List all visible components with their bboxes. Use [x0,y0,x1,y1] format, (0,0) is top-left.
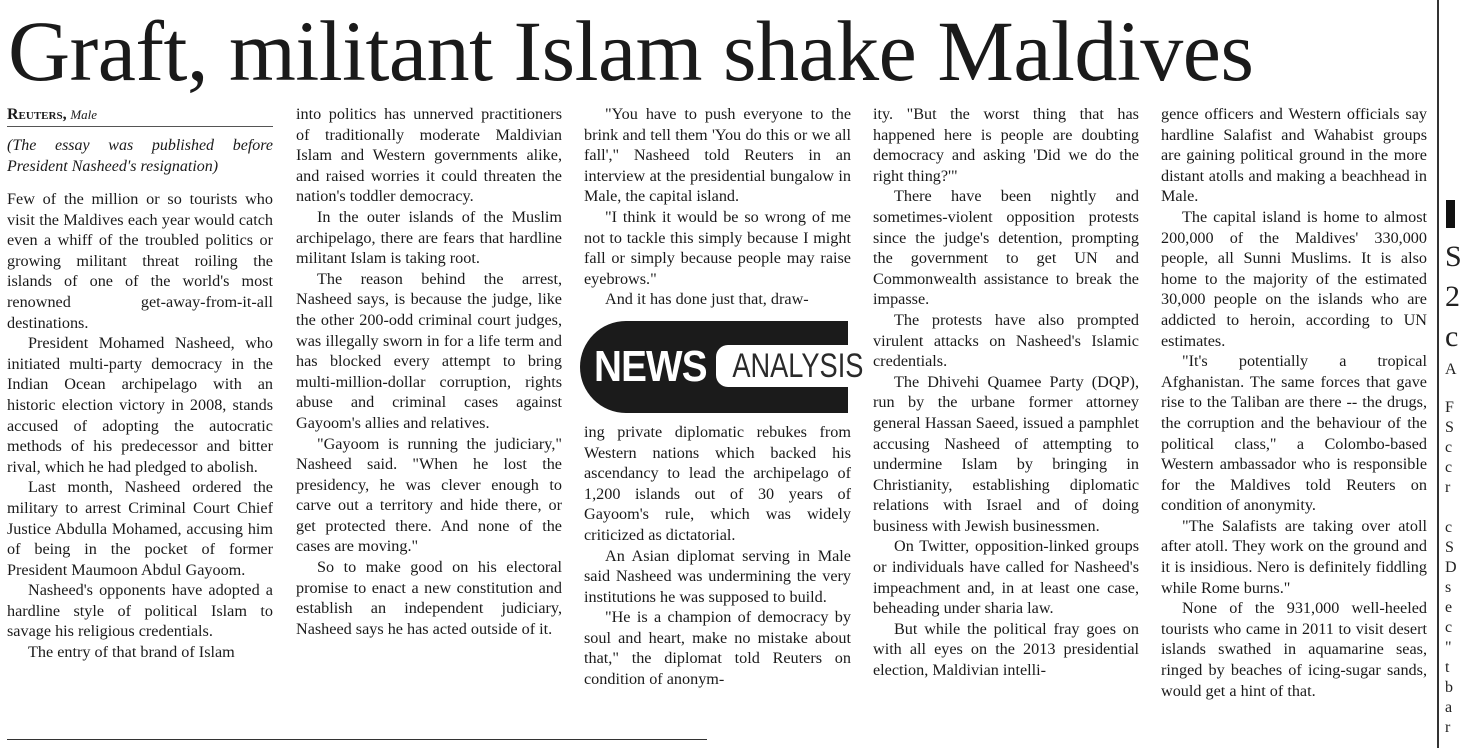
byline-agency: Reuters, [7,106,67,123]
paragraph: On Twitter, opposition-linked groups or individuals have called for Nasheed's impeachment and, in at least one case, beheading under sharia law. [873,537,1139,618]
column-rule-right [1437,0,1439,748]
logo-analysis-text: ANALYSIS [732,346,864,385]
edge-letter: c [1445,619,1453,636]
logo-news-text: NEWS [594,341,707,391]
column-4 [873,104,1139,681]
edge-letter: c [1445,519,1453,536]
edge-letter: r [1445,479,1451,496]
paragraph: "You have to push everyone to the brink and tell them 'You do this or we all fall'," Nasheed told Reuters in an interview at the presidential bungalow in Male, the capital island. [584,105,851,206]
edge-letter: s [1445,579,1452,596]
paragraph: The reason behind the arrest, Nasheed says, is because the judge, like the other 200-odd criminal court judges, was illegally sworn in for a life term and has blocked every attempt to bring multi-million-dollar corruption, rights abuse and criminal cases against Gayoom's allies and relatives. [296,269,562,432]
paragraph: The capital island is home to almost 200,000 of the Maldives' 330,000 people, all Sunni Muslims. It is also home to the majority of the estimated 30,000 people on the islands who are addicted to heroin, according to UN estimates. [1161,207,1427,350]
edge-letter: S [1445,539,1454,556]
edge-image-fragment [1446,200,1455,228]
edge-letter: S [1445,240,1462,273]
paragraph: The entry of that brand of Islam [28,643,235,662]
edge-letter: A [1445,361,1457,378]
paragraph: In the outer islands of the Muslim archipelago, there are fears that hardline militant Islam is taking root. [296,207,562,268]
paragraph: "The Salafists are taking over atoll after atoll. They work on the ground and it is insidious. Nero is definitely fiddling while Rome burns." [1161,516,1427,597]
logo-analysis-box [716,345,864,387]
edge-letter: D [1445,559,1457,576]
paragraph: An Asian diplomat serving in Male said Nasheed was undermining the very institutions he was supposed to build. [584,546,851,606]
edge-letter: r [1445,719,1451,736]
paragraph: into politics has unnerved practitioners of traditionally moderate Maldivian Islam and Western governments alike, and raised worries it could threaten the nation's toddler democracy. [296,105,562,206]
edge-letter: t [1445,659,1450,676]
headline: Graft, militant Islam shake Maldives [8,3,1254,99]
paragraph: "I think it would be so wrong of me not to tackle this simply because I might fall or simply because people may raise eyebrows." [584,207,851,288]
edge-letter: " [1445,639,1452,656]
paragraph: "He is a champion of democracy by soul and heart, make no mistake about that," the diplomat told Reuters on condition of anonym- [584,608,851,689]
paragraph: None of the 931,000 well-heeled tourists who came in 2011 to visit desert islands swathed in aquamarine seas, ringed by beaches of icing-sugar sands, would get a hint of that. [1161,599,1427,700]
paragraph: "Gayoom is running the judiciary," Nasheed said. "When he lost the presidency, he was clever enough to carve out a territory and hide there, or get protected there. And none of the cases are moving." [296,434,562,556]
edge-letter: e [1445,599,1453,616]
paragraph: Nasheed's opponents have adopted a hardline style of political Islam to savage his religious credentials. [7,581,273,641]
paragraph: ing private diplomatic rebukes from Western nations which backed his ascendancy to lead the archipelago of 1,200 islands out of 30 years of Gayoom's rule, which was widely criticized as dictatorial. [584,422,851,544]
paragraph: Few of the million or so tourists who visit the Maldives each year would catch even a whiff of the troubled politics or growing militant threat roiling the islands of one of the world's most renowned get-away-from-it-all destinations. [7,190,273,332]
paragraph: But while the political fray goes on with all eyes on the 2013 presidential election, Maldivian intelli- [873,619,1139,680]
edge-letter: 2 [1445,280,1460,313]
paragraph: "It's potentially a tropical Afghanistan. The same forces that gave rise to the Taliban are there -- the drugs, the corruption and the behaviour of the political class," a Colombo-based Western ambassador who is responsible for the Maldives told Reuters on condition of anonymity. [1161,352,1427,515]
edge-letter: a [1445,699,1453,716]
editor-note: (The essay was published before President Nasheed's resignation) [7,137,273,175]
paragraph: President Mohamed Nasheed, who initiated multi-party democracy in the Indian Ocean archipelago with an historic election victory in 2008, stands accused of adopting the autocratic methods of his predecessor and bitter rival, which he had pledged to abolish. [7,334,273,476]
edge-letter: c [1445,320,1459,353]
edge-letter: F [1445,399,1454,416]
paragraph: The Dhivehi Quamee Party (DQP), run by the urbane former attorney general Hassan Saeed, issued a pamphlet accusing Nasheed of attempting to undermine Islam by bringing in Christianity, establishing diplomatic relations with Israel and of doing business with Jewish businessmen. [873,372,1139,535]
paragraph: gence officers and Western officials say hardline Salafist and Wahabist groups are gaining political ground in the more distant atolls and making a beachhead in Male. [1161,105,1427,206]
edge-letter: c [1445,439,1453,456]
news-analysis-logo [580,322,864,412]
edge-letter: b [1445,679,1453,696]
column-2 [296,104,562,639]
paragraph: So to make good on his electoral promise to enact a new constitution and establish an independent judiciary, Nasheed says he has acted outside of it. [296,558,562,638]
column-3 [584,104,864,690]
column-1 [7,104,273,663]
edge-letter: c [1445,459,1453,476]
paragraph: The protests have also prompted virulent attacks on Nasheed's Islamic credentials. [873,310,1139,371]
paragraph: ity. "But the worst thing that has happened here is people are doubting democracy and asking 'Did we do the right thing?'" [873,105,1139,185]
bottom-rule [7,739,707,740]
paragraph: Last month, Nasheed ordered the military to arrest Criminal Court Chief Justice Abdulla Mohamed, accusing him of being in the pocket of former President Maumoon Abdul Gayoom. [7,478,273,579]
edge-letter: S [1445,419,1454,436]
logo-pill [580,321,864,413]
paragraph: And it has done just that, draw- [605,290,809,309]
byline [7,104,273,127]
byline-place: Male [70,107,98,122]
paragraph: There have been nightly and sometimes-violent opposition protests since the judge's detention, prompting the government to get UN and Commonwealth assistance to break the impasse. [873,187,1139,309]
column-5 [1161,104,1427,701]
